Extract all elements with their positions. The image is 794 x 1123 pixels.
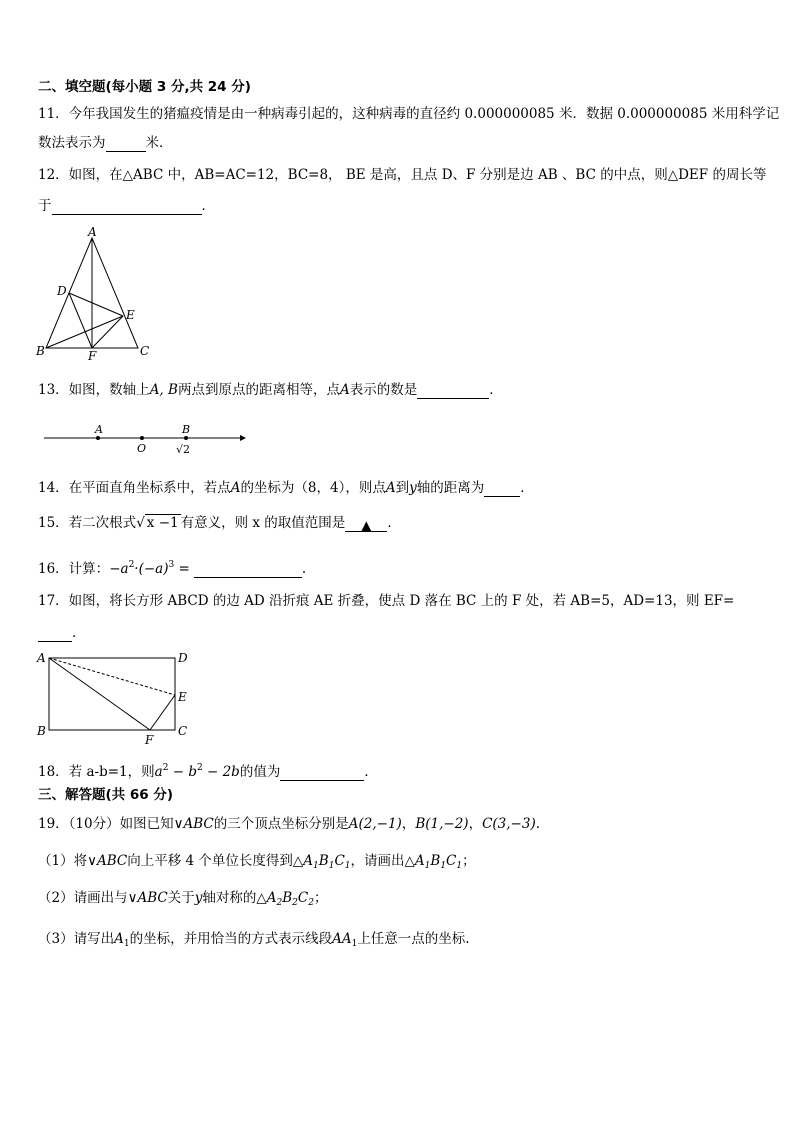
rectangle-abcd [49, 658, 175, 730]
q18-text: 18．若 a-b=1，则 [38, 764, 155, 780]
q11-answer-blank[interactable] [106, 137, 146, 152]
q17-rectangle-figure [32, 647, 197, 747]
q15-answer-blank[interactable] [345, 517, 387, 532]
q14-y: y [409, 480, 417, 496]
q18-answer-blank[interactable] [280, 766, 364, 781]
q19-part1 [38, 852, 476, 875]
q16-expr-c: = [174, 561, 190, 577]
q13-points: A, B [149, 382, 178, 398]
section-title-fill-in: 二、填空题(每小题 3 分,共 24 分) [38, 79, 251, 95]
label-c: C [178, 724, 188, 738]
q19-p3-text: （3）请写出 [38, 931, 115, 947]
q14-text: 14．在平面直角坐标系中，若点 [38, 480, 231, 496]
q19-p1-text2: 向上平移 4 个单位长度得到 [127, 853, 293, 869]
label-o: O [137, 442, 147, 455]
q12-answer-blank[interactable] [52, 200, 202, 215]
q19-triangle: ∨ABC [173, 816, 214, 832]
label-a: A [37, 651, 46, 665]
section-title-answer: 三、解答题(共 66 分) [38, 787, 174, 803]
q19-p1-end: ； [462, 853, 476, 869]
q16-exp1: 2 [128, 560, 135, 570]
q18-line [38, 759, 378, 781]
q14-text3: 到 [395, 480, 410, 496]
q19-p3-sub2: 1 [351, 939, 358, 949]
q19-p2-end: ； [313, 890, 328, 906]
q19-part3 [38, 930, 470, 953]
q19-p2-text2: 关于 [167, 890, 195, 906]
q11-line1: 11．今年我国发生的猪瘟疫情是由一种病毒引起的，这种病毒的直径约 0.000000085 米．数据 0.000000085 米用科学记 [38, 106, 780, 122]
q12-line1: 12．如图，在△ABC 中，AB=AC=12，BC=8， BE 是高，且点 D、F 分别是边 AB 、BC 的中点，则△DEF 的周长等 [38, 167, 767, 183]
q16-text: 16．计算： [38, 561, 110, 577]
q13-text: 13．如图，数轴上 [38, 382, 150, 398]
q11-text-end: 米． [145, 135, 173, 151]
segment-af [49, 658, 150, 730]
q19-p2-text: （2）请画出与 [38, 890, 128, 906]
q19-part2 [38, 889, 327, 912]
q18-exp2: 2 [196, 763, 203, 773]
q13-line [38, 381, 503, 399]
q14-text2: 的坐标为（8，4），则点 [240, 480, 386, 496]
q19-text: 19．（10分）如图已知 [38, 816, 174, 832]
q19-p3-a: A [114, 931, 124, 947]
q19-sep2: ， [468, 816, 483, 832]
q16-answer-blank[interactable] [194, 563, 302, 578]
q17-text-end: ． [72, 625, 86, 641]
q13-text3: 表示的数是 [349, 382, 418, 398]
axis-arrow-icon [240, 435, 246, 441]
label-f: F [88, 349, 97, 363]
label-a: A [88, 225, 97, 239]
q17-answer-blank[interactable] [38, 627, 72, 642]
q19-point-c: C(3,−3) [482, 816, 536, 832]
q12-text: 于 [38, 198, 52, 214]
label-f: F [145, 733, 154, 747]
q17-line1: 17．如图，将长方形 ABCD 的边 AD 沿折痕 AE 折叠，使点 D 落在 BC 上的 F 处，若 AB=5，AD=13，则 EF= [38, 593, 735, 609]
q12-text-end: ． [201, 198, 215, 214]
q16-exp2: 3 [168, 560, 175, 570]
q19-p3-segment: AA [332, 931, 352, 947]
point-a-dot [96, 436, 100, 440]
q12-line2 [38, 197, 215, 215]
q14-answer-blank[interactable] [484, 482, 520, 497]
label-d: D [178, 651, 188, 665]
q18-expr-c: − 2b [202, 764, 240, 780]
q14-text4: 轴的距离为 [416, 480, 485, 496]
q15-line [38, 514, 401, 532]
label-b: B [36, 344, 45, 358]
q11-text: 数法表示为 [38, 135, 106, 151]
q14-point-a: A [230, 480, 241, 496]
q13-point-a: A [339, 382, 350, 398]
q19-p1-text: （1）将 [38, 853, 88, 869]
q15-text-end: ． [387, 515, 401, 531]
q15-mark: ▲ [361, 518, 372, 534]
q15-text2: 有意义，则 x 的取值范围是 [180, 515, 346, 531]
label-a: A [95, 423, 103, 436]
label-c: C [140, 344, 150, 358]
q11-line2 [38, 134, 173, 152]
q16-line [38, 556, 306, 578]
q13-number-line [40, 420, 250, 460]
q13-text-end: ． [489, 382, 503, 398]
q12-triangle-figure [30, 225, 160, 365]
q19-p1-tri-a1b1c1: $\triangle A_1B_1C_1$ [292, 853, 351, 871]
label-d: D [57, 284, 67, 298]
q19-end: . [535, 816, 541, 832]
label-e: E [126, 308, 135, 322]
segment-fe [92, 316, 123, 348]
q18-expr-a: a [154, 764, 163, 780]
q18-expr-b: − b [168, 764, 197, 780]
q14-point-a2: A [385, 480, 396, 496]
q13-text2: 两点到原点的距离相等，点 [177, 382, 340, 398]
q14-line [38, 479, 534, 497]
label-sqrt2: √2 [176, 443, 191, 456]
q14-text-end: ． [520, 480, 534, 496]
label-b: B [182, 423, 191, 436]
q19-p2-triangle: ∨ABC [127, 890, 168, 906]
origin-dot [140, 436, 144, 440]
q18-text-end: ． [364, 764, 378, 780]
q17-line2 [38, 624, 86, 642]
fold-line-ae [49, 658, 175, 695]
q19-p1-text3: ，请画出 [350, 853, 405, 869]
q16-expr-a: −a [109, 561, 129, 577]
q18-text2: 的值为 [239, 764, 281, 780]
q19-point-b: B(1,−2) [415, 816, 469, 832]
q19-line [38, 815, 540, 833]
q19-sep1: ， [401, 816, 416, 832]
q15-text: 15．若二次根式 [38, 515, 137, 531]
q19-p3-sub: 1 [123, 939, 130, 949]
q19-p3-text2: 的坐标，并用恰当的方式表示线段 [129, 931, 333, 947]
segment-fe [150, 695, 175, 730]
label-b: B [37, 724, 46, 738]
label-e: E [178, 690, 187, 704]
q16-expr-b: ·(−a) [134, 561, 169, 577]
q19-p3-text3: 上任意一点的坐标. [357, 931, 470, 947]
q19-p1-triangle: ∨ABC [87, 853, 128, 869]
radical-sign: √ [136, 515, 145, 531]
q19-p2-y: y [194, 890, 203, 906]
q19-text2: 的三个顶点坐标分别是 [213, 816, 349, 832]
q16-text-end: . [301, 561, 307, 577]
q19-p2-tri-a2b2c2: $\triangle A_2B_2C_2$ [256, 890, 314, 908]
q18-exp1: 2 [162, 763, 169, 773]
q13-answer-blank[interactable] [417, 384, 489, 399]
q19-p2-text3: 轴对称的 [202, 890, 257, 906]
point-b-dot [184, 436, 188, 440]
q19-p1-tri-a1b1c1-2: $\triangle A_1B_1C_1$ [404, 853, 463, 871]
q19-point-a: A(2,−1) [348, 816, 402, 832]
q15-radicand: x −1 [146, 515, 179, 531]
